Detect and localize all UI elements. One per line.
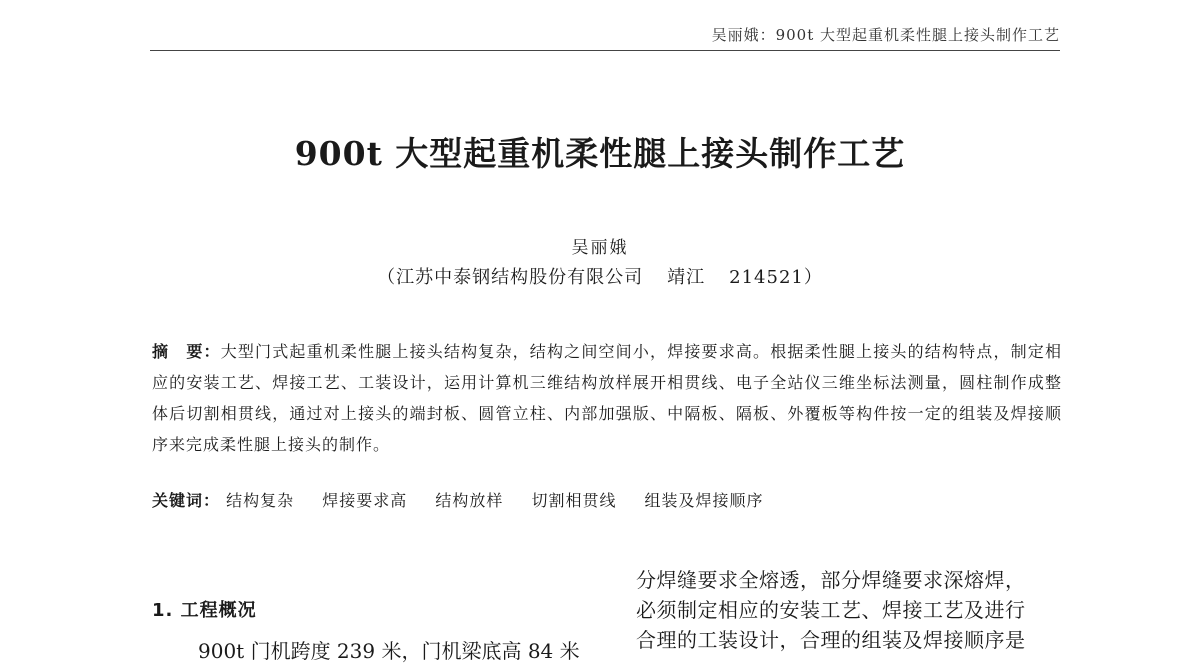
- section-body-text: 900t 门机跨度 239 米，门机梁底高 84 米: [198, 639, 580, 663]
- affiliation-postcode: 214521: [729, 267, 804, 288]
- abstract: [152, 336, 1062, 460]
- body-line: 合理的工装设计，合理的组装及焊接顺序是: [636, 628, 1026, 652]
- keywords: [152, 488, 1062, 511]
- keyword-item: 切割相贯线: [531, 491, 617, 510]
- body-line: 分焊缝要求全熔透，部分焊缝要求深熔焊，: [636, 568, 1026, 592]
- author-name: 吴丽娥: [571, 238, 629, 258]
- affiliation-open-paren: （: [377, 267, 397, 288]
- author-affiliation: [0, 263, 1200, 289]
- header-rule: [150, 50, 1060, 51]
- affiliation-city: 靖江: [667, 267, 706, 288]
- paper-title: 900t 大型起重机柔性腿上接头制作工艺: [294, 134, 906, 173]
- keywords-label: 关键词：: [152, 491, 221, 510]
- abstract-text: 大型门式起重机柔性腿上接头结构复杂，结构之间空间小，焊接要求高。根据柔性腿上接头的结构特点，制定相应的安装工艺、焊接工艺、工装设计，运用计算机三维结构放样展开相贯线、电子全站仪三维坐标法测量，圆柱制作成整体后切割相贯线，通过对上接头的端封板、圆管立柱、内部加强版、中隔板、隔板、外覆板等构件按一定的组装及焊接顺序来完成柔性腿上接头的制作。: [152, 342, 1062, 454]
- keyword-item: 组装及焊接顺序: [644, 491, 764, 510]
- keyword-item: 结构复杂: [226, 491, 295, 510]
- section-heading: 1. 工程概况: [152, 600, 257, 621]
- affiliation-close-paren: ）: [803, 267, 823, 288]
- right-column-text: [636, 565, 1066, 655]
- abstract-label: 摘 要：: [152, 342, 221, 361]
- keyword-item: 焊接要求高: [322, 491, 408, 510]
- running-head: 吴丽娥：900t 大型起重机柔性腿上接头制作工艺: [711, 26, 1060, 44]
- keyword-item: 结构放样: [435, 491, 504, 510]
- affiliation-org: 江苏中泰钢结构股份有限公司: [396, 267, 644, 288]
- body-line: 必须制定相应的安装工艺、焊接工艺及进行: [636, 598, 1026, 622]
